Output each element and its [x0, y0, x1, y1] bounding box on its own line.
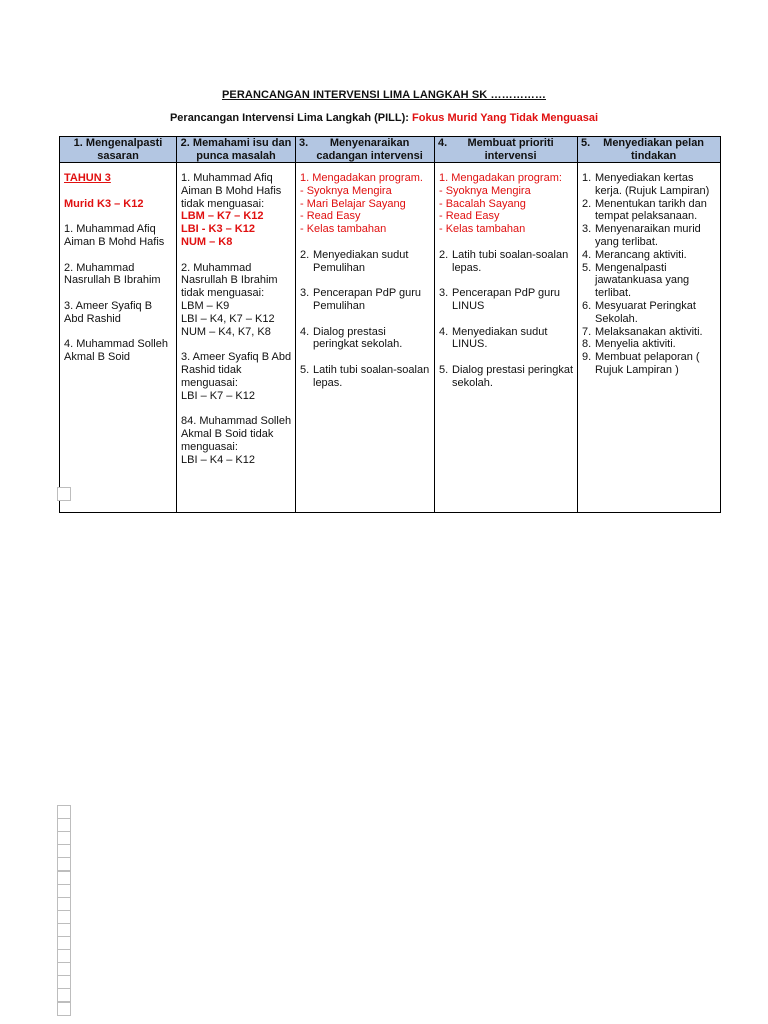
- list-item: 3. Menyenaraikan murid yang terlibat.: [582, 223, 701, 248]
- page-subtitle: [0, 112, 768, 124]
- header-prioriti: 4. Membuat prioriti intervensi: [435, 137, 578, 163]
- header-isu: 2. Memahami isu dan punca masalah: [177, 137, 296, 163]
- student-item: 4. Muhammad Solleh Akmal B Soid: [64, 338, 168, 364]
- empty-paragraph-marker: [57, 871, 71, 885]
- empty-paragraph-marker: [57, 910, 71, 924]
- issue-lbm: LBM – K9: [181, 299, 230, 312]
- murid-range: Murid K3 – K12: [64, 197, 144, 210]
- list-item: 3. Pencerapan PdP guru Pemulihan: [300, 287, 422, 312]
- issue-student-2: 2. Muhammad Nasrullah B Ibrahim tidak menguasai:: [181, 261, 278, 300]
- program-line: - Bacalah Sayang: [439, 197, 526, 210]
- empty-paragraph-marker: [57, 988, 71, 1002]
- table-header-row: [60, 137, 721, 163]
- table-body-row: [60, 163, 721, 513]
- header-cadangan: 3. Menyenaraikan cadangan intervensi: [296, 137, 435, 163]
- tahun-label: TAHUN 3: [64, 172, 111, 184]
- empty-paragraph-marker: [57, 936, 71, 950]
- program-line: 1. Mengadakan program:: [439, 172, 562, 184]
- cell-sasaran: [60, 163, 177, 513]
- list-item: 5. Mengenalpasti jawatankuasa yang terlibat.: [582, 261, 690, 300]
- student-item: 1. Muhammad Afiq Aiman B Mohd Hafis: [64, 223, 165, 248]
- program-line: 1. Mengadakan program.: [300, 172, 423, 184]
- pelan-list: [582, 172, 717, 377]
- list-item: 5. Dialog prestasi peringkat sekolah.: [439, 363, 574, 389]
- program-line: - Kelas tambahan: [439, 223, 526, 236]
- empty-paragraph-marker: [57, 923, 71, 937]
- empty-paragraph-marker: [57, 487, 71, 501]
- header-sasaran: 1. Mengenalpasti sasaran: [60, 137, 177, 163]
- cell-prioriti: [435, 163, 578, 513]
- empty-paragraph-marker: [57, 884, 71, 898]
- list-item: 2. Menentukan tarikh dan tempat pelaksanaan.: [582, 197, 707, 223]
- program-line: - Syoknya Mengira: [300, 184, 392, 197]
- cell-cadangan: [296, 163, 435, 513]
- student-item: 3. Ameer Syafiq B Abd Rashid: [64, 299, 153, 325]
- list-item: 8. Menyelia aktiviti.: [582, 338, 676, 351]
- cell-isu: [177, 163, 296, 513]
- list-item: 2. Latih tubi soalan-soalan lepas.: [439, 248, 569, 274]
- list-item: 1. Menyediakan kertas kerja. (Rujuk Lampiran): [582, 172, 710, 197]
- empty-paragraph-marker: [57, 818, 71, 832]
- intervention-table: [59, 136, 721, 513]
- list-item: 9. Membuat pelaporan ( Rujuk Lampiran ): [582, 351, 700, 376]
- issue-lbi: LBI - K3 – K12: [181, 223, 255, 236]
- prioriti-list: [439, 249, 574, 390]
- header-pelan: 5. Menyediakan pelan tindakan: [578, 137, 721, 163]
- program-line: - Kelas tambahan: [300, 223, 387, 236]
- empty-paragraph-marker: [57, 831, 71, 845]
- program-line: - Mari Belajar Sayang: [300, 197, 406, 210]
- empty-paragraph-marker: [57, 805, 71, 819]
- page-title: PERANCANGAN INTERVENSI LIMA LANGKAH SK ……………: [221, 89, 547, 101]
- empty-paragraph-marker: [57, 962, 71, 976]
- list-item: 4. Merancang aktiviti.: [582, 248, 687, 261]
- empty-paragraph-marker: [57, 897, 71, 911]
- empty-paragraph-marker: [57, 949, 71, 963]
- cadangan-list: [300, 249, 431, 390]
- issue-student-1: 1. Muhammad Afiq Aiman B Mohd Hafis tidak menguasai:: [181, 172, 282, 210]
- issue-num: NUM – K4, K7, K8: [181, 325, 271, 338]
- issue-lbm: LBM – K7 – K12: [181, 210, 264, 223]
- list-item: 5. Latih tubi soalan-soalan lepas.: [300, 363, 430, 389]
- empty-paragraph-marker: [57, 1002, 71, 1016]
- issue-lbi: LBI – K7 – K12: [181, 389, 255, 402]
- list-item: 6. Mesyuarat Peringkat Sekolah.: [582, 299, 696, 325]
- program-line: - Read Easy: [439, 210, 500, 223]
- issue-student-4: 84. Muhammad Solleh Akmal B Soid tidak menguasai:: [181, 415, 292, 453]
- empty-paragraph-marker: [57, 975, 71, 989]
- empty-paragraph-marker: [57, 857, 71, 871]
- subtitle-highlight: Fokus Murid Yang Tidak Menguasai: [412, 112, 599, 124]
- list-item: 4. Menyediakan sudut LINUS.: [439, 325, 548, 351]
- issue-lbi: LBI – K4, K7 – K12: [181, 312, 275, 325]
- student-item: 2. Muhammad Nasrullah B Ibrahim: [64, 261, 161, 287]
- program-line: - Read Easy: [300, 210, 361, 223]
- cell-pelan: [578, 163, 721, 513]
- issue-num: NUM – K8: [181, 235, 233, 248]
- list-item: 2. Menyediakan sudut Pemulihan: [300, 248, 409, 274]
- issue-student-3: 3. Ameer Syafiq B Abd Rashid tidak menguasai:: [181, 351, 292, 389]
- list-item: 3. Pencerapan PdP guru LINUS: [439, 287, 561, 312]
- list-item: 4. Dialog prestasi peringkat sekolah.: [300, 325, 403, 351]
- issue-lbi: LBI – K4 – K12: [181, 453, 255, 466]
- list-item: 7. Melaksanakan aktiviti.: [582, 325, 703, 338]
- empty-paragraph-marker: [57, 844, 71, 858]
- program-line: - Syoknya Mengira: [439, 184, 531, 197]
- subtitle-prefix: Perancangan Intervensi Lima Langkah (PILL):: [169, 112, 409, 124]
